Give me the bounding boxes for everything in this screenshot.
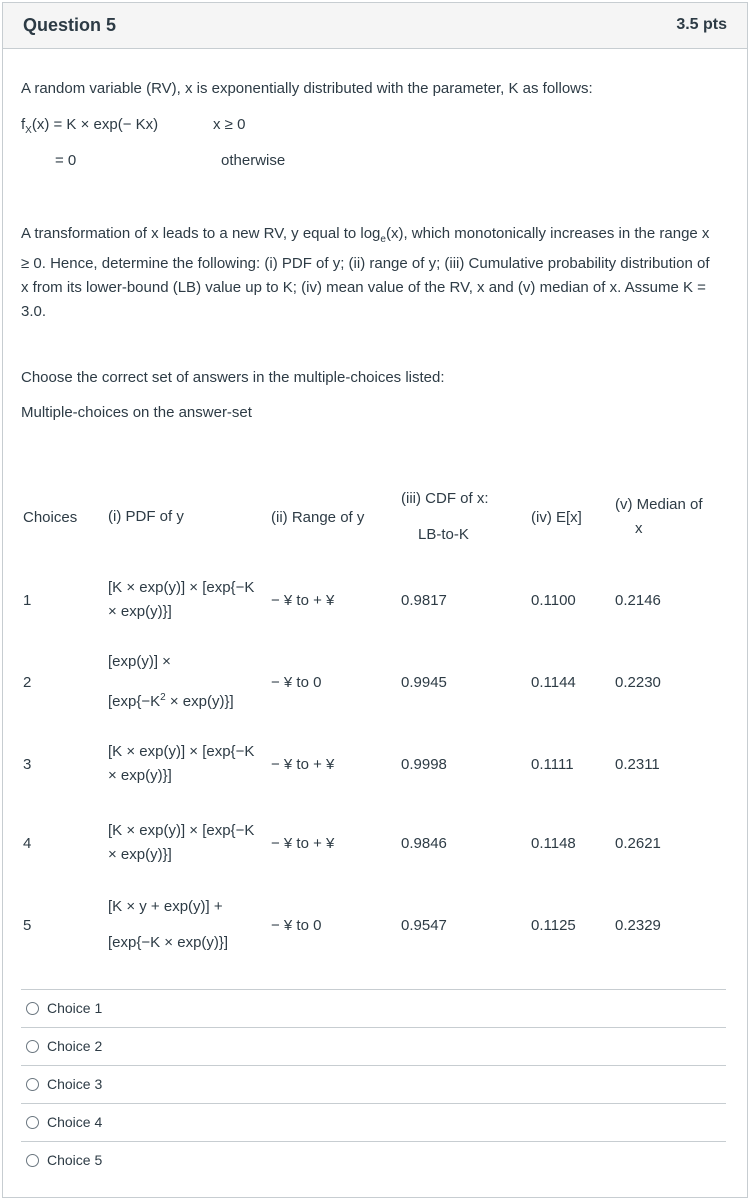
- row-cdf: 0.9547: [401, 916, 447, 934]
- answer-set-table: [20, 475, 725, 969]
- answer-option-3[interactable]: [21, 1065, 726, 1103]
- row-pdf-line1: [K × exp(y)] × [exp{−K: [108, 579, 255, 596]
- answer-label[interactable]: Choice 2: [47, 1038, 103, 1054]
- row-pdf-line2: × exp(y)}]: [108, 767, 172, 784]
- pdf-expression: (x) = K × exp(− Kx): [31, 116, 159, 133]
- pdf-subscript: X: [25, 125, 32, 136]
- row-range: − ¥ to + ¥: [271, 834, 335, 852]
- row-pdf: [108, 881, 271, 969]
- table-row: [20, 805, 725, 881]
- radio-button[interactable]: [26, 1002, 39, 1015]
- pdf-condition-otherwise: otherwise: [221, 152, 286, 169]
- question-points: 3.5 pts: [676, 16, 727, 33]
- radio-button[interactable]: [26, 1040, 39, 1053]
- table-row: [20, 641, 725, 723]
- multiple-choice-label: Multiple-choices on the answer-set: [21, 404, 252, 421]
- row-choice-number: 5: [23, 916, 32, 934]
- transformation-paragraph: [21, 222, 721, 324]
- table-row: [20, 723, 725, 805]
- radio-button[interactable]: [26, 1078, 39, 1091]
- header-mean: (iv) E[x]: [531, 508, 582, 526]
- header-median-line1: (v) Median of: [615, 496, 703, 513]
- header-median-line2: x: [635, 520, 643, 537]
- row-pdf-line1: [exp(y)] ×: [108, 653, 171, 670]
- row-median: 0.2329: [615, 916, 661, 934]
- row-pdf-line2a: [exp{−K: [108, 693, 161, 710]
- row-cdf: 0.9846: [401, 834, 447, 852]
- row-choice-number: 3: [23, 755, 32, 773]
- row-mean: 0.1125: [531, 916, 576, 934]
- question-header: [3, 3, 747, 49]
- row-pdf: [108, 723, 271, 805]
- answer-label[interactable]: Choice 4: [47, 1114, 103, 1130]
- answer-label[interactable]: Choice 5: [47, 1152, 103, 1168]
- header-cdf-line1: (iii) CDF of x:: [401, 490, 489, 507]
- answer-label[interactable]: Choice 3: [47, 1076, 103, 1092]
- question-title: Question 5: [23, 15, 117, 35]
- header-cdf: [401, 475, 531, 559]
- row-range: − ¥ to + ¥: [271, 591, 335, 609]
- transformation-text-a: A transformation of x leads to a new RV, y equal to log: [21, 225, 381, 242]
- row-choice-number: 2: [23, 673, 32, 691]
- header-choices: Choices: [23, 508, 78, 526]
- row-median: 0.2230: [615, 673, 661, 691]
- pdf-definition: [21, 116, 158, 136]
- pdf-f-symbol: f: [21, 116, 26, 133]
- row-pdf-superscript: 2: [160, 692, 166, 703]
- row-pdf-line2b: × exp(y)}]: [165, 693, 234, 710]
- log-base-subscript: e: [380, 234, 386, 245]
- row-pdf: [108, 805, 271, 881]
- row-mean: 0.1111: [531, 755, 574, 773]
- row-pdf-line1: [K × exp(y)] × [exp{−K: [108, 822, 255, 839]
- header-pdf: (i) PDF of y: [108, 508, 184, 525]
- row-pdf-line1: [K × exp(y)] × [exp{−K: [108, 743, 255, 760]
- header-range: (ii) Range of y: [271, 508, 365, 526]
- answer-option-4[interactable]: [21, 1103, 726, 1141]
- answer-option-2[interactable]: [21, 1027, 726, 1065]
- row-pdf-line2: × exp(y)}]: [108, 603, 172, 620]
- row-range: − ¥ to + ¥: [271, 755, 335, 773]
- row-pdf-line2: [exp{−K × exp(y)}]: [108, 934, 229, 951]
- pdf-condition-positive: x ≥ 0: [213, 116, 246, 133]
- row-pdf-line2: × exp(y)}]: [108, 846, 172, 863]
- table-header-row: [20, 475, 725, 559]
- header-median: [615, 475, 725, 559]
- radio-button[interactable]: [26, 1154, 39, 1167]
- answer-options: [21, 989, 726, 1179]
- transformation-text-b: (x), which monotonically increases in the range x ≥ 0. Hence, determine the following: (i) PDF of y; (ii) range of y; (iii) Cumulative probability distribution of x from its lower-bound (LB) value up to K; (iv) mean value of the RV, x and (v) median of x. Assume K = 3.0.: [21, 225, 710, 320]
- row-mean: 0.1100: [531, 591, 576, 609]
- row-choice-number: 4: [23, 834, 32, 852]
- table-row: [20, 559, 725, 641]
- answer-label[interactable]: Choice 1: [47, 1000, 103, 1016]
- row-cdf: 0.9945: [401, 673, 447, 691]
- row-cdf: 0.9998: [401, 755, 447, 773]
- radio-button[interactable]: [26, 1116, 39, 1129]
- row-median: 0.2621: [615, 834, 661, 852]
- row-mean: 0.1144: [531, 673, 576, 691]
- row-median: 0.2311: [615, 755, 660, 773]
- answer-option-1[interactable]: [21, 989, 726, 1027]
- choose-instruction: Choose the correct set of answers in the multiple-choices listed:: [21, 369, 445, 386]
- row-range: − ¥ to 0: [271, 673, 322, 691]
- table-row: [20, 881, 725, 969]
- answer-option-5[interactable]: [21, 1141, 726, 1179]
- row-pdf: [108, 559, 271, 641]
- row-choice-number: 1: [23, 591, 32, 609]
- row-pdf-line1: [K × y + exp(y)] +: [108, 898, 223, 915]
- header-cdf-line2: LB-to-K: [418, 526, 469, 543]
- row-pdf: [108, 641, 271, 723]
- row-mean: 0.1148: [531, 834, 576, 852]
- intro-text: A random variable (RV), x is exponentially distributed with the parameter, K as follows:: [21, 80, 593, 97]
- row-range: − ¥ to 0: [271, 916, 322, 934]
- row-cdf: 0.9817: [401, 591, 447, 609]
- pdf-zero: = 0: [55, 152, 77, 169]
- row-median: 0.2146: [615, 591, 661, 609]
